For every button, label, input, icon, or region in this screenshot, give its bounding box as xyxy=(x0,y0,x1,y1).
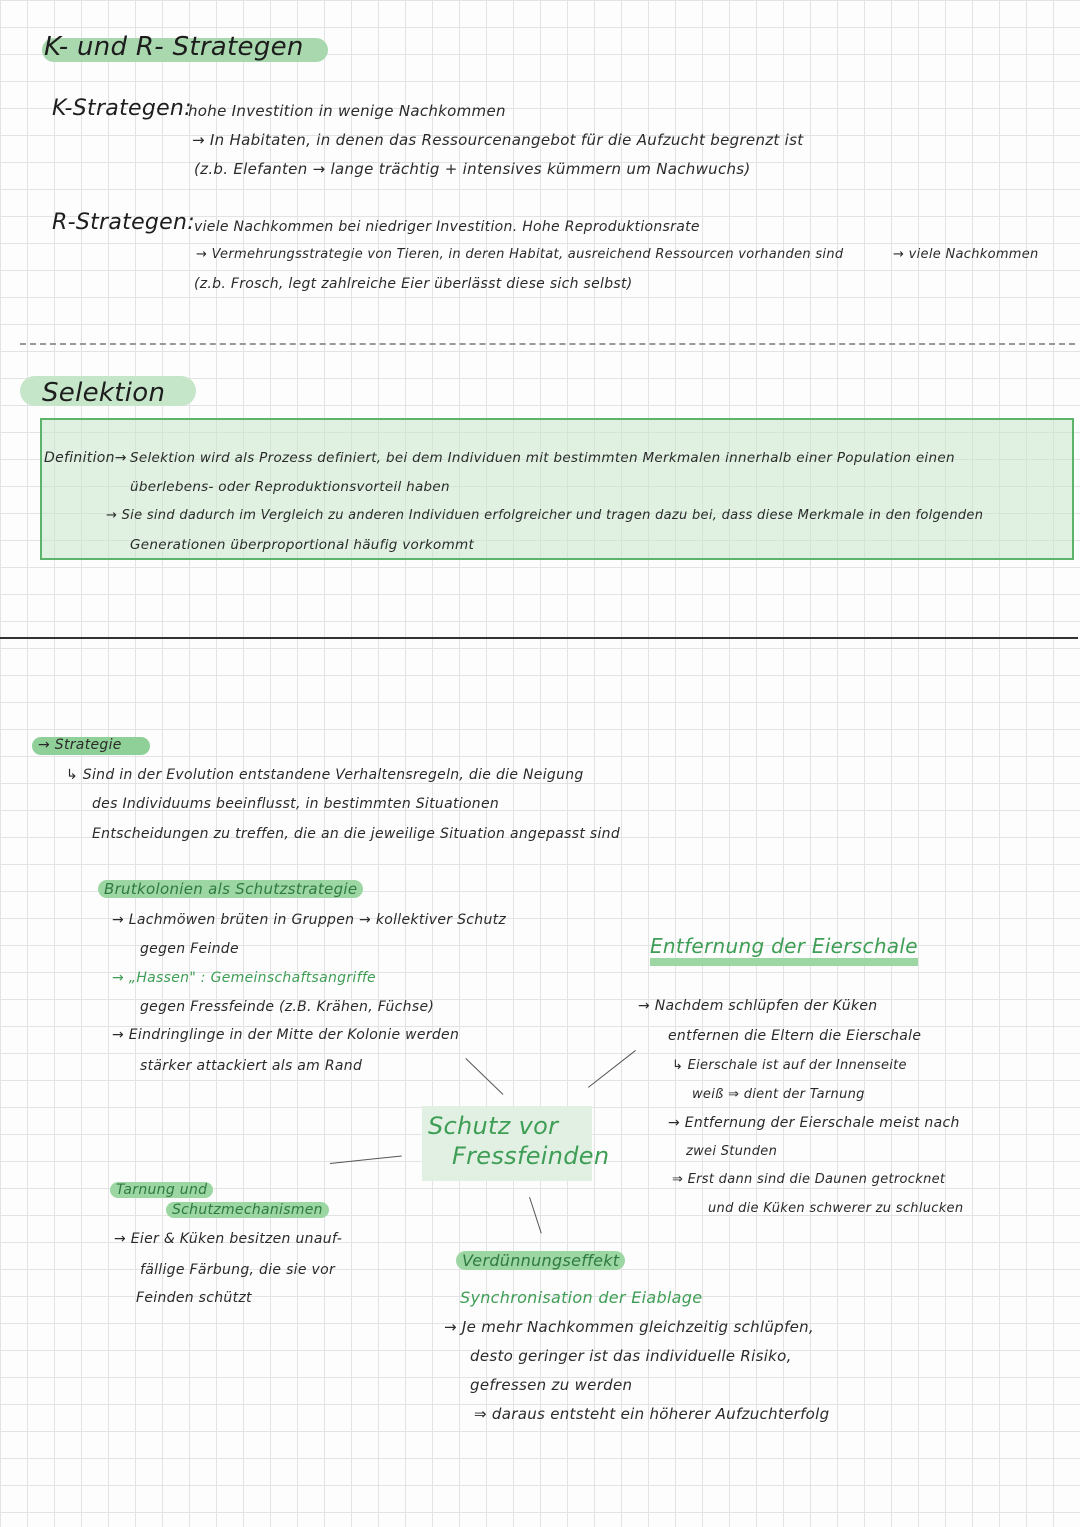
brut-line-6: stärker attackiert als am Rand xyxy=(140,1058,363,1074)
tarnung-title-2-text: Schutzmechanismen xyxy=(166,1202,329,1218)
definition-line-2: überlebens- oder Reproduktionsvorteil haben xyxy=(130,479,450,495)
verd-title xyxy=(456,1251,625,1270)
center-line-2: Fressfeinden xyxy=(452,1142,610,1170)
tarnung-line-1: → Eier & Küken besitzen unauf- xyxy=(114,1231,343,1247)
r-line-2: → Vermehrungsstrategie von Tieren, in deren Habitat, ausreichend Ressourcen vorhanden sind xyxy=(196,247,844,262)
brut-title xyxy=(98,880,363,898)
tarnung-title-1 xyxy=(110,1182,213,1198)
verd-line-3: gefressen zu werden xyxy=(470,1376,633,1394)
verd-title-text: Verdünnungseffekt xyxy=(456,1251,625,1270)
eier-title-text: Entfernung der Eierschale xyxy=(650,934,918,966)
definition-line-4: Generationen überproportional häufig vorkommt xyxy=(130,537,475,553)
brut-line-3: → „Hassen" : Gemeinschaftsangriffe xyxy=(112,970,376,986)
brut-title-text: Brutkolonien als Schutzstrategie xyxy=(98,880,363,898)
verd-subtitle: Synchronisation der Eiablage xyxy=(460,1288,703,1307)
brut-line-5: → Eindringlinge in der Mitte der Kolonie werden xyxy=(112,1027,460,1043)
eier-line-3: ↳ Eierschale ist auf der Innenseite xyxy=(672,1058,907,1073)
definition-line-3: → Sie sind dadurch im Vergleich zu anderen Individuen erfolgreicher und tragen dazu bei, dass diese Merkmale in den folgenden xyxy=(106,508,984,523)
section-title-ks: K- und R- Strategen xyxy=(44,32,304,62)
tarnung-title-2 xyxy=(166,1202,329,1218)
k-line-2: → In Habitaten, in denen das Ressourcenangebot für die Aufzucht begrenzt ist xyxy=(192,131,804,149)
eier-title xyxy=(650,934,918,958)
eier-line-8: und die Küken schwerer zu schlucken xyxy=(708,1201,964,1216)
brut-line-4: gegen Fressfeinde (z.B. Krähen, Füchse) xyxy=(140,999,435,1015)
eier-line-4: weiß ⇒ dient der Tarnung xyxy=(692,1087,865,1102)
page-divider xyxy=(0,637,1078,639)
strategie-line-2: des Individuums beeinflusst, in bestimmten Situationen xyxy=(92,796,500,812)
eier-line-7: ⇒ Erst dann sind die Daunen getrocknet xyxy=(672,1172,946,1187)
verd-line-2: desto geringer ist das individuelle Risiko, xyxy=(470,1347,792,1365)
tarnung-line-3: Feinden schützt xyxy=(136,1290,252,1306)
k-strategen-label: K-Strategen: xyxy=(52,96,192,121)
brut-line-2: gegen Feinde xyxy=(140,941,239,957)
brut-line-1: → Lachmöwen brüten in Gruppen → kollektiver Schutz xyxy=(112,912,507,928)
verd-line-4: ⇒ daraus entsteht ein höherer Aufzuchterfolg xyxy=(474,1405,830,1423)
connector-line xyxy=(465,1058,503,1095)
eier-line-1: → Nachdem schlüpfen der Küken xyxy=(638,998,878,1014)
dashed-divider xyxy=(20,343,1075,345)
connector-line xyxy=(588,1050,636,1088)
strategie-label: → Strategie xyxy=(38,737,122,753)
verd-line-1: → Je mehr Nachkommen gleichzeitig schlüpfen, xyxy=(444,1318,814,1336)
tarnung-line-2: fällige Färbung, die sie vor xyxy=(140,1262,336,1278)
r-line-1: viele Nachkommen bei niedriger Investition. Hohe Reproduktionsrate xyxy=(194,219,700,235)
strategie-line-3: Entscheidungen zu treffen, die an die jeweilige Situation angepasst sind xyxy=(92,826,621,842)
strategie-line-1: ↳ Sind in der Evolution entstandene Verhaltensregeln, die die Neigung xyxy=(66,767,584,783)
center-line-1: Schutz vor xyxy=(428,1112,559,1140)
r-line-2b: → viele Nachkommen xyxy=(893,247,1039,262)
section-title-selektion: Selektion xyxy=(42,378,166,408)
connector-line xyxy=(330,1155,402,1164)
definition-label: Definition→ xyxy=(44,450,127,466)
connector-line xyxy=(529,1197,542,1233)
eier-line-6: zwei Stunden xyxy=(686,1144,778,1159)
definition-line-1: Selektion wird als Prozess definiert, bei dem Individuen mit bestimmten Merkmalen innerhalb einer Population einen xyxy=(130,450,955,466)
tarnung-title-1-text: Tarnung und xyxy=(110,1182,213,1198)
r-line-3: (z.b. Frosch, legt zahlreiche Eier überlässt diese sich selbst) xyxy=(194,276,633,292)
r-strategen-label: R-Strategen: xyxy=(52,210,195,235)
eier-line-5: → Entfernung der Eierschale meist nach xyxy=(668,1115,960,1131)
k-line-3: (z.b. Elefanten → lange trächtig + intensives kümmern um Nachwuchs) xyxy=(194,160,751,178)
k-line-1: hohe Investition in wenige Nachkommen xyxy=(188,102,506,120)
eier-line-2: entfernen die Eltern die Eierschale xyxy=(668,1028,922,1044)
